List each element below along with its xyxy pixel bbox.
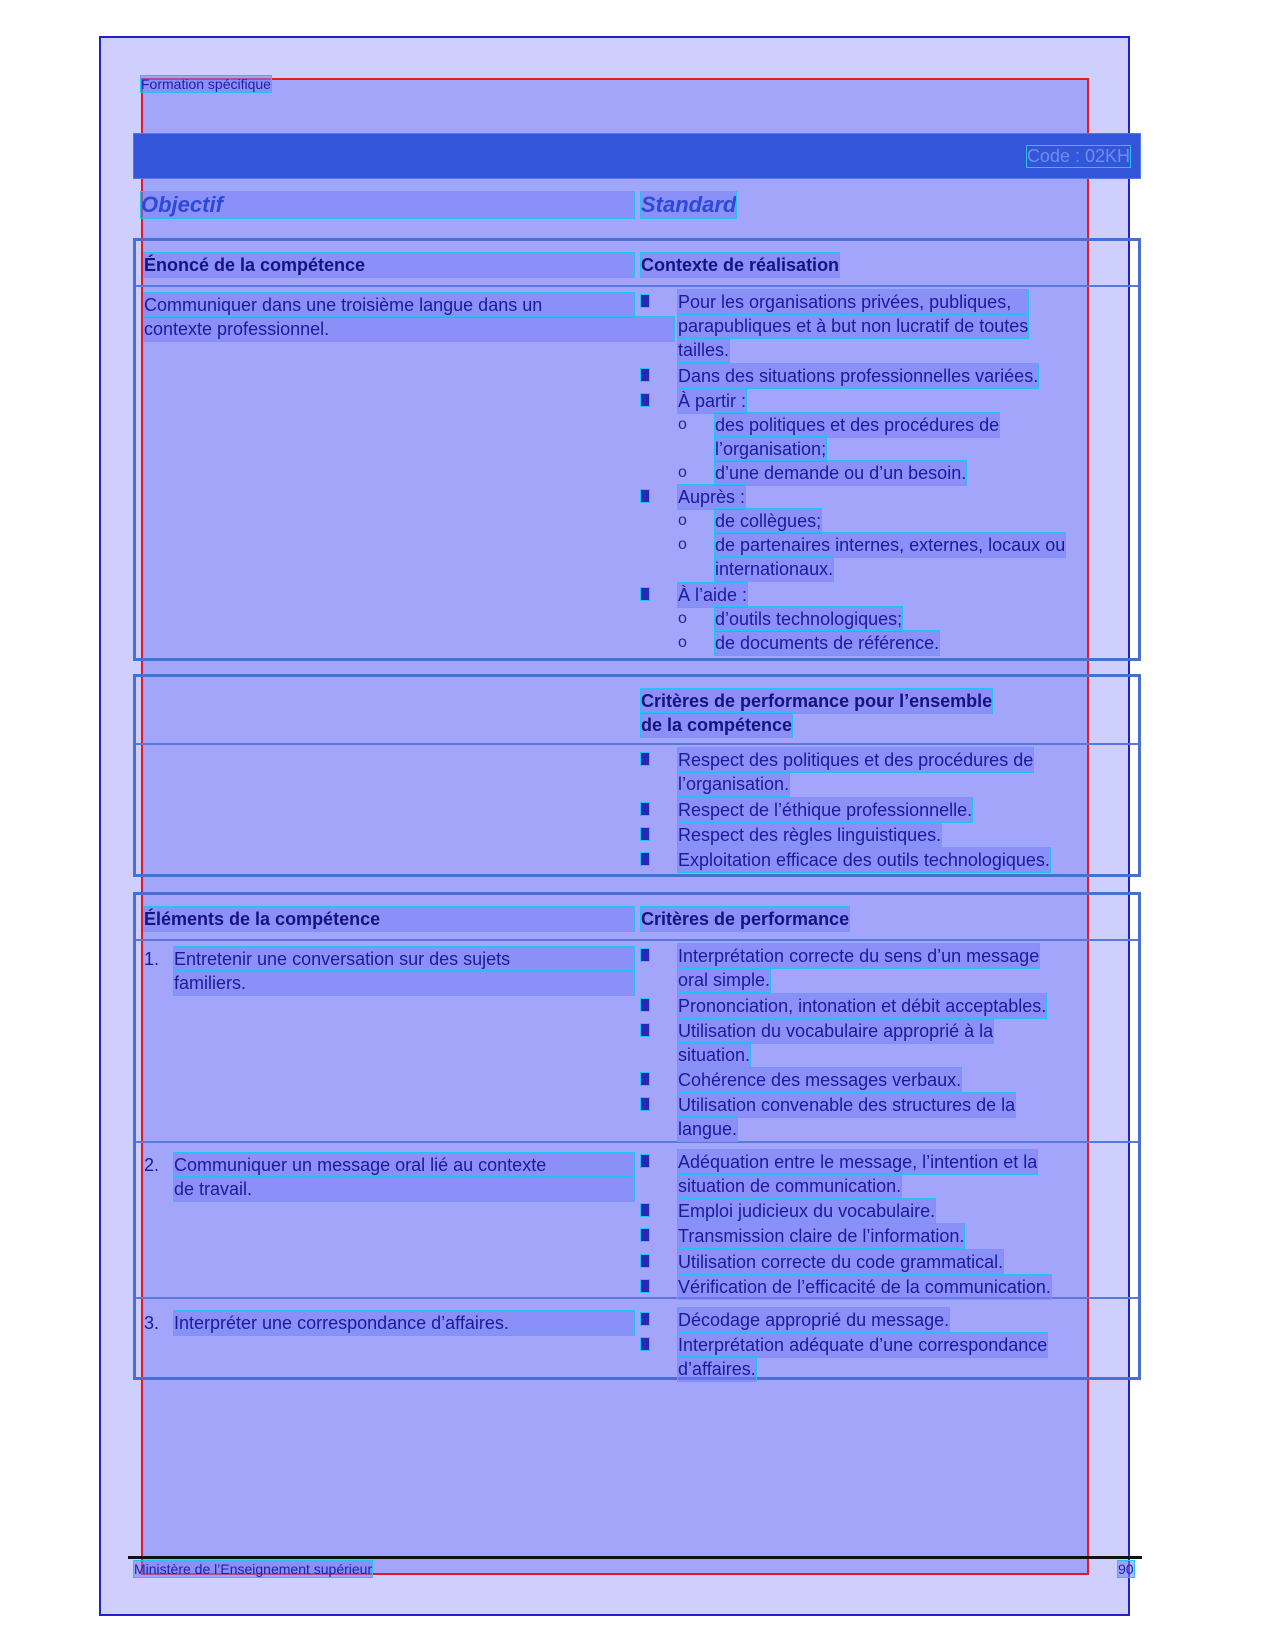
bullet-marker <box>641 369 649 381</box>
sub-bullet-marker: o <box>678 416 687 433</box>
criteria-text: Interprétation adéquate d’une correspondance <box>678 1335 1048 1355</box>
objective-title: Objectif <box>141 192 634 218</box>
element-text: Entretenir une conversation sur des sujets <box>174 947 634 971</box>
context-subitem <box>678 607 903 631</box>
bullet-marker <box>641 999 649 1011</box>
element-number: 1. <box>144 949 160 969</box>
criteria-text: Vérification de l’efficacité de la communication. <box>678 1277 1051 1297</box>
bullet-marker <box>641 588 649 600</box>
criteria-item <box>678 1275 1051 1299</box>
context-subtext: des politiques et des procédures de <box>715 415 1000 435</box>
element-number: 2. <box>144 1155 160 1175</box>
elements-heading: Éléments de la compétence <box>144 907 634 931</box>
bullet-marker <box>641 1098 649 1110</box>
context-item <box>678 485 745 509</box>
criteria-item <box>678 1150 1037 1198</box>
bullet-marker <box>641 828 649 840</box>
criteria-item <box>678 1093 1015 1141</box>
competency-code: Code : 02KH <box>1026 146 1130 166</box>
criteria-text: Utilisation correcte du code grammatical. <box>678 1252 1004 1272</box>
element-text: Communiquer un message oral lié au contexte <box>174 1153 634 1177</box>
statement-line: Communiquer dans une troisième langue dans un <box>144 293 634 317</box>
bullet-marker <box>641 753 649 765</box>
footer-ministry: Ministère de l’Enseignement supérieur <box>134 1561 373 1577</box>
criteria-item <box>678 994 1046 1018</box>
context-text: tailles. <box>678 340 730 360</box>
standard-title: Standard <box>641 192 737 217</box>
criteria-item <box>678 748 1033 796</box>
context-subtext: de documents de référence. <box>715 633 940 653</box>
bullet-marker <box>641 1024 649 1036</box>
bullet-marker <box>641 1229 649 1241</box>
element-text: de travail. <box>174 1177 634 1201</box>
criteria-text: Utilisation du vocabulaire approprié à la <box>678 1021 994 1041</box>
criteria-item <box>678 823 941 847</box>
sub-bullet-marker: o <box>678 536 687 553</box>
section-divider <box>136 939 1138 941</box>
criteria-text: Respect des politiques et des procédures de <box>678 750 1034 770</box>
context-text: Auprès : <box>678 487 746 507</box>
bullet-marker <box>641 1313 649 1325</box>
bullet-marker <box>641 1155 649 1167</box>
context-text: À partir : <box>678 391 747 411</box>
criteria-text: Exploitation efficace des outils technologiques. <box>678 850 1050 870</box>
criteria-item <box>678 1068 961 1092</box>
criteria-item <box>678 1224 964 1248</box>
criteria-item <box>678 1199 935 1223</box>
context-text: À l’aide : <box>678 585 748 605</box>
overall-criteria-heading <box>641 689 992 737</box>
context-subtext: d’outils technologiques; <box>715 609 903 629</box>
bullet-marker <box>641 853 649 865</box>
context-subtext: de partenaires internes, externes, locaux ou <box>715 535 1066 555</box>
section-divider <box>136 285 1138 287</box>
context-heading: Contexte de réalisation <box>641 255 840 275</box>
bullet-marker <box>641 803 649 815</box>
criteria-text: Décodage approprié du message. <box>678 1310 950 1330</box>
criteria-item <box>678 1308 949 1332</box>
bullet-marker <box>641 1204 649 1216</box>
context-text: parapubliques et à but non lucratif de toutes <box>678 316 1029 336</box>
criteria-text: situation. <box>678 1045 751 1065</box>
context-text: Dans des situations professionnelles variées. <box>678 366 1039 386</box>
element-text: Interpréter une correspondance d’affaires. <box>174 1311 634 1335</box>
row-divider <box>136 1141 1138 1143</box>
footer-rule <box>128 1556 1142 1559</box>
bullet-marker <box>641 295 649 307</box>
criteria-text: Respect des règles linguistiques. <box>678 825 942 845</box>
bullet-marker <box>641 394 649 406</box>
code-banner <box>133 133 1141 179</box>
bullet-marker <box>641 1255 649 1267</box>
sub-bullet-marker: o <box>678 634 687 651</box>
criteria-item <box>678 1250 1003 1274</box>
context-item <box>678 364 1038 388</box>
element-text: familiers. <box>174 971 634 995</box>
context-subtext: internationaux. <box>715 559 834 579</box>
performance-heading: Critères de performance <box>641 909 850 929</box>
bullet-marker <box>641 949 649 961</box>
criteria-item <box>678 798 972 822</box>
criteria-text: Utilisation convenable des structures de la <box>678 1095 1016 1115</box>
element-item <box>144 947 634 995</box>
context-item <box>678 290 1028 362</box>
context-item <box>678 583 747 607</box>
criteria-text: Adéquation entre le message, l’intention et la <box>678 1152 1038 1172</box>
context-subitem <box>678 631 940 655</box>
criteria-item <box>678 1019 993 1067</box>
criteria-text: langue. <box>678 1119 738 1139</box>
context-item <box>678 389 746 413</box>
context-subitem <box>678 533 1066 581</box>
criteria-text: Prononciation, intonation et débit acceptables. <box>678 996 1047 1016</box>
bullet-marker <box>641 490 649 502</box>
criteria-text: Cohérence des messages verbaux. <box>678 1070 962 1090</box>
criteria-item <box>678 848 1050 872</box>
heading-line: Critères de performance pour l’ensemble <box>641 691 993 711</box>
criteria-item <box>678 1333 1047 1381</box>
sub-bullet-marker: o <box>678 464 687 481</box>
criteria-text: Respect de l’éthique professionnelle. <box>678 800 973 820</box>
criteria-text: oral simple. <box>678 970 771 990</box>
element-number: 3. <box>144 1313 160 1333</box>
criteria-item <box>678 944 1039 992</box>
bullet-marker <box>641 1338 649 1350</box>
statement-heading: Énoncé de la compétence <box>144 253 634 277</box>
context-subitem <box>678 461 967 485</box>
sub-bullet-marker: o <box>678 512 687 529</box>
element-item <box>144 1153 634 1201</box>
statement-line: contexte professionnel. <box>144 317 674 341</box>
heading-line: de la compétence <box>641 715 793 735</box>
context-text: Pour les organisations privées, publiques, <box>678 290 1028 314</box>
criteria-text: Transmission claire de l’information. <box>678 1226 965 1246</box>
context-subtext: d’une demande ou d’un besoin. <box>715 463 967 483</box>
context-subtext: de collègues; <box>715 511 822 531</box>
criteria-text: Interprétation correcte du sens d’un message <box>678 946 1040 966</box>
page-number: 90 <box>1118 1561 1134 1577</box>
section-divider <box>136 743 1138 745</box>
criteria-text: Emploi judicieux du vocabulaire. <box>678 1201 936 1221</box>
criteria-text: l’organisation. <box>678 774 790 794</box>
sub-bullet-marker: o <box>678 610 687 627</box>
context-subitem <box>678 413 1000 461</box>
element-item <box>144 1311 634 1335</box>
bullet-marker <box>641 1280 649 1292</box>
program-label: Formation spécifique <box>141 76 271 92</box>
context-subitem <box>678 509 822 533</box>
context-subtext: l’organisation; <box>715 439 827 459</box>
criteria-text: d’affaires. <box>678 1359 756 1379</box>
criteria-text: situation de communication. <box>678 1176 902 1196</box>
bullet-marker <box>641 1073 649 1085</box>
